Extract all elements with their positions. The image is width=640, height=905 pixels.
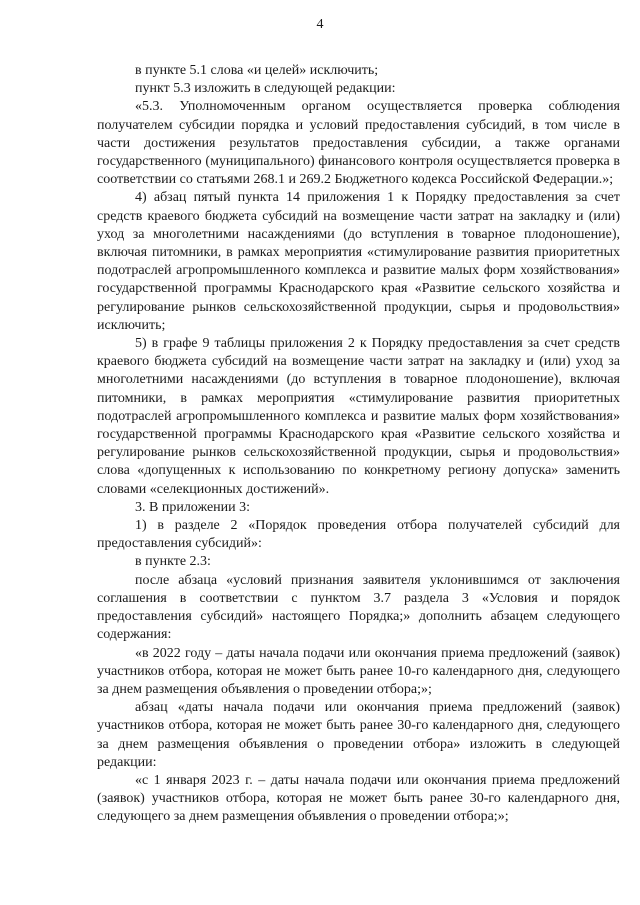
paragraph: «с 1 января 2023 г. – даты начала подачи или окончания приема предложений (заявок) участников отбора, которая не может быть ранее 30-го календарного дня, следующего за днем размещения объявления о проведении отбора;»; [97, 772, 620, 825]
paragraph: 3. В приложении 3: [135, 499, 251, 515]
paragraph: в пункте 2.3: [135, 554, 211, 570]
paragraph: после абзаца «условий признания заявителя уклонившимся от заключения соглашения в соответствии с пунктом 3.7 раздела 3 «Условия и порядок предоставления субсидий» настоящего Порядка;» дополнить абзацем следующего содержания: [97, 572, 620, 643]
page-number: 4 [316, 17, 324, 32]
paragraph: 5) в графе 9 таблицы приложения 2 к Порядку предоставления за счет средств краевого бюджета субсидий на возмещение части затрат на закладку и (или) уход за многолетними насаждениями (до вступления в товарное плодоношение), включая питомники, в рамках мероприятия «стимулирование развития приоритетных подотраслей агропромышленного комплекса и развитие малых форм хозяйствования» государственной программы Краснодарского края «Развитие сельского хозяйства и регулирование рынков сельскохозяйственной продукции, сырья и продовольствия» слова «допущенных к использованию по конкретному региону допуска» заменить словами «селекционных достижений». [97, 336, 620, 497]
paragraph: «в 2022 году – даты начала подачи или окончания приема предложений (заявок) участников отбора, которая не может быть ранее 10-го календарного дня, следующего за днем размещения объявления о проведении отбора;»; [97, 645, 620, 697]
paragraph: пункт 5.3 изложить в следующей редакции: [135, 81, 396, 97]
paragraph: в пункте 5.1 слова «и целей» исключить; [135, 63, 379, 78]
paragraph: 1) в разделе 2 «Порядок проведения отбора получателей субсидий для предоставления субсидий»: [97, 518, 620, 552]
paragraph: 4) абзац пятый пункта 14 приложения 1 к Порядку предоставления за счет средств краевого бюджета субсидий на возмещение части затрат на закладку и (или) уход за многолетними насаждениями (до вступления в товарное плодоношение), включая питомники, в рамках мероприятия «стимулирование развития приоритетных подотраслей агропромышленного комплекса и развитие малых форм хозяйствования» государственной программы Краснодарского края «Развитие сельского хозяйства и регулирование рынков сельскохозяйственной продукции, сырья и продовольствия» исключить; [97, 190, 620, 333]
document-body [97, 62, 620, 827]
paragraph: абзац «даты начала подачи или окончания приема предложений (заявок) участников отбора, которая не может быть ранее 30-го календарного дня, следующего за днем размещения объявления о проведении отбора» изложить в следующей редакции: [97, 700, 620, 770]
paragraph: «5.3. Уполномоченным органом осуществляется проверка соблюдения получателем субсидии порядка и условий предоставления субсидий, в том числе в части достижения результатов предоставления субсидии, а также органами государственного (муниципального) финансового контроля осуществляется проверка в соответствии со статьями 268.1 и 269.2 Бюджетного кодекса Российской Федерации.»; [97, 99, 620, 188]
